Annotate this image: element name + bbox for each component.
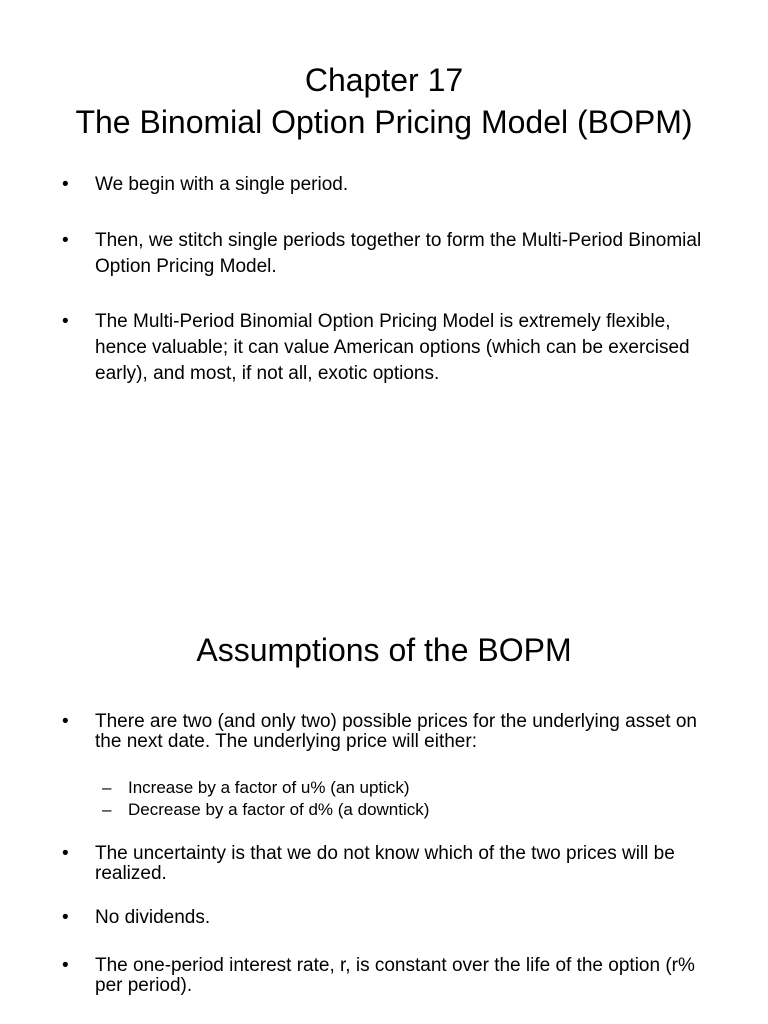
bullet-icon: •: [62, 711, 69, 732]
bullet-item: [62, 956, 702, 996]
chapter-title: Chapter 17: [304, 62, 464, 98]
bullet-item: [62, 712, 702, 752]
bullet-text: Then, we stitch single periods together to form the Multi-Period Binomial Option Pricing Model.: [95, 230, 702, 277]
bullet-text: The uncertainty is that we do not know which of the two prices will be realized.: [95, 843, 675, 884]
bullet-icon: •: [62, 955, 69, 976]
bullet-item: [62, 228, 702, 280]
bullet-text: No dividends.: [95, 907, 211, 928]
sub-list-item: [102, 799, 702, 821]
bullet-text: There are two (and only two) possible prices for the underlying asset on the next date. The underlying price will either:: [95, 711, 697, 752]
sub-list-item: [102, 777, 702, 799]
bullet-text: The one-period interest rate, r, is constant over the life of the option (r% per period).: [95, 955, 695, 996]
page-title: The Binomial Option Pricing Model (BOPM): [75, 104, 693, 140]
bullet-item: [62, 844, 702, 884]
bullet-icon: •: [62, 843, 69, 864]
dash-icon: –: [102, 778, 112, 797]
dash-icon: –: [102, 800, 112, 819]
bullet-item: [62, 172, 702, 198]
bullet-icon: •: [62, 174, 69, 195]
bullet-item: [62, 309, 702, 387]
slide-title: Assumptions of the BOPM: [196, 632, 572, 668]
sub-item-text: Decrease by a factor of d% (a downtick): [128, 800, 430, 819]
bullet-text: We begin with a single period.: [95, 174, 349, 195]
bullet-icon: •: [62, 311, 69, 332]
bullet-icon: •: [62, 907, 69, 928]
bullet-text: The Multi-Period Binomial Option Pricing Model is extremely flexible, hence valuable; it can value American options (which can be exercised early), and most, if not all, exotic options.: [95, 311, 690, 384]
bullet-item: [62, 908, 702, 928]
bullet-icon: •: [62, 230, 69, 251]
slide-2: [0, 512, 768, 1024]
sub-item-text: Increase by a factor of u% (an uptick): [128, 778, 410, 797]
